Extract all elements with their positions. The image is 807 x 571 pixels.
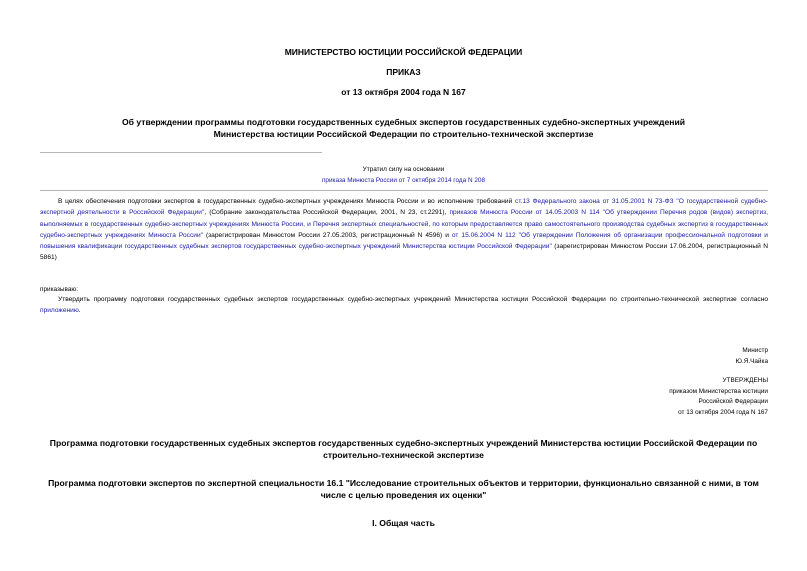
- signature-position: Министр: [742, 347, 768, 354]
- preamble-text-1: В целях обеспечения подготовки экспертов в государственных судебно-экспертных учреждениях Минюста России и во исполнение требований: [58, 198, 516, 205]
- order-114-link[interactable]: приказов Минюста России от 14.05.2003 N 114 "Об утверждении Перечня родов (видов) экспертиз, выполняемых в государственных судебно-экспертных учреждениях Минюста России, и Перечня экспертных специальностей, по которым предоставляется право самостоятельного производства судебных экспертиз в государственных судебно-экспертных учреждениях Минюста России": [40, 209, 768, 239]
- preamble-text-2: , (Собрание законодательства Российской Федерации, 2001, N 23, ст.2291),: [204, 209, 450, 217]
- program-subtitle: Программа подготовки экспертов по экспертной специальности 16.1 "Исследование строительных объектов и территории, функционально связанной с ними, в том числе с целью проведения их оценки": [48, 478, 759, 500]
- divider-full: [40, 190, 768, 191]
- appendix-link[interactable]: приложению: [40, 307, 79, 315]
- signature-name: Ю.Я.Чайка: [735, 357, 768, 365]
- order-text-end: .: [78, 307, 81, 315]
- status-note-text: Утратил силу на основании: [362, 166, 445, 173]
- law-73fz-link[interactable]: ст.13 Федерального закона от 31.05.2001 N 73-ФЗ "О государственной судебно-экспертной деятельности в Российской Федерации": [40, 198, 768, 217]
- approval-block: [500, 376, 768, 418]
- preamble-paragraph: [40, 196, 768, 264]
- order-112-link[interactable]: от 15.06.2004 N 112 "Об утверждении Положения об организации профессиональной подготовки и повышения квалификации государственных судебных экспертов государственных судебно-экспертных учреждений Министерства юстиции Российской Федерации": [40, 231, 768, 251]
- section-heading: I. Общая часть: [372, 518, 435, 528]
- order-text: Утвердить программу подготовки государственных судебных экспертов государственных судебно-экспертных учреждений Министерства юстиции Российской Федерации по строительно-технической экспертизе согласно: [58, 296, 768, 303]
- divider-short: [40, 152, 322, 153]
- order-paragraph: [40, 294, 768, 317]
- preamble-text-3: (зарегистрирован Минюстом России 27.05.2003, регистрационный N 4596) и: [202, 231, 452, 239]
- approval-line-2: приказом Министерства юстиции: [669, 387, 768, 395]
- doc-date-number: от 13 октября 2004 года N 167: [341, 87, 466, 97]
- order-keyword: приказываю:: [40, 286, 78, 293]
- signature-block: [500, 346, 768, 367]
- approval-line-3: Российской Федерации: [698, 398, 768, 405]
- approval-line-4: от 13 октября 2004 года N 167: [678, 408, 768, 416]
- doc-type-heading: ПРИКАЗ: [386, 67, 421, 77]
- ministry-heading: МИНИСТЕРСТВО ЮСТИЦИИ РОССИЙСКОЙ ФЕДЕРАЦИИ: [284, 47, 523, 57]
- page-title: Об утверждении программы подготовки государственных судебных экспертов государственных судебно-экспертных учреждений Министерства юстиции Российской Федерации по строительно-технической экспертизе: [121, 117, 686, 139]
- program-title: Программа подготовки государственных судебных экспертов государственных судебно-экспертных учреждений Министерства юстиции Российской Федерации по строительно-технической экспертизе: [49, 438, 758, 460]
- repeal-order-link[interactable]: приказа Минюста России от 7 октября 2014 года N 208: [321, 176, 486, 184]
- approval-line-1: УТВЕРЖДЕНЫ: [722, 377, 768, 384]
- status-note: [205, 165, 602, 186]
- preamble-text-4: (зарегистрирован Минюстом России 17.06.2004, регистрационный N 5861): [40, 243, 768, 262]
